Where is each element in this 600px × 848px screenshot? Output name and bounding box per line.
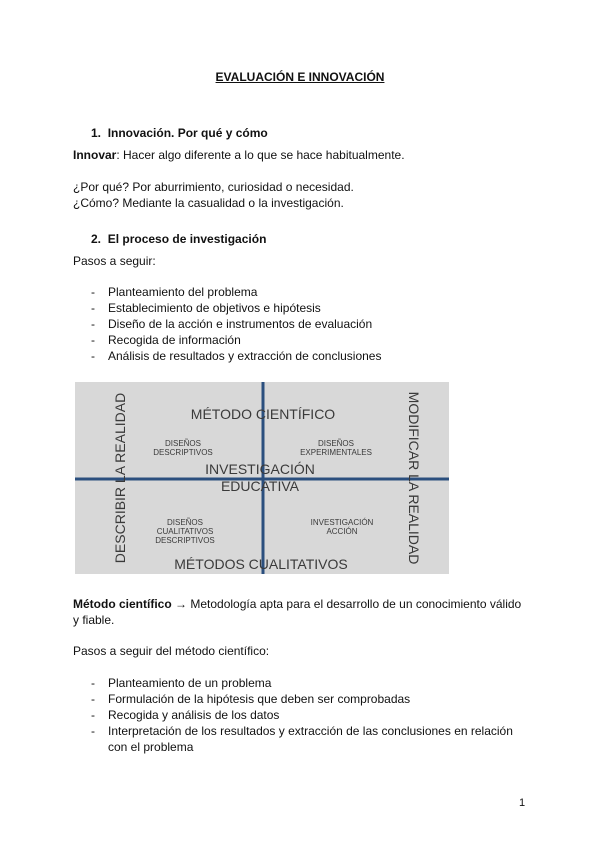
q1-line-2: DESCRIPTIVOS (153, 448, 213, 457)
metodo-steps-list (91, 675, 513, 755)
innovar-text: : Hacer algo diferente a lo que se hace habitualmente. (116, 148, 405, 162)
list-item: - Establecimiento de objetivos e hipótesis (91, 301, 321, 315)
how-line: ¿Cómo? Mediante la casualidad o la investigación. (73, 196, 344, 210)
list-item: - Formulación de la hipótesis que deben ser comprobadas (91, 692, 411, 706)
list-item: - Recogida de información (91, 333, 241, 347)
dash-bullet: - (91, 349, 95, 363)
section-1-heading (91, 126, 268, 140)
section-2-number: 2. (91, 232, 102, 246)
arrow-symbol: → (175, 597, 188, 611)
section-2-heading (91, 232, 266, 246)
q2-line-1: DISEÑOS (317, 439, 355, 448)
section-1-title: Innovación. Por qué y cómo (107, 126, 268, 140)
section-2-intro: Pasos a seguir: (73, 254, 156, 268)
label-investigacion: INVESTIGACIÓN (205, 461, 315, 477)
dash-bullet: - (91, 676, 95, 690)
q1-line-1: DISEÑOS (164, 439, 202, 448)
list-item: - Recogida y análisis de los datos (91, 708, 280, 722)
metodo-term: Método científico (73, 597, 172, 611)
list-item: - Planteamiento del problema (91, 285, 258, 299)
list-item-continuation: con el problema (108, 740, 194, 754)
metodo-intro: Pasos a seguir del método científico: (73, 644, 270, 658)
dash-bullet: - (91, 724, 95, 738)
innovar-definition (73, 147, 405, 163)
q3-line-3: DESCRIPTIVOS (155, 536, 215, 545)
quadrant-svg (75, 382, 449, 574)
q4-line-2: ACCIÓN (326, 527, 358, 536)
innovar-term: Innovar (73, 148, 117, 162)
dash-bullet: - (91, 333, 95, 347)
why-line: ¿Por qué? Por aburrimiento, curiosidad o necesidad. (73, 180, 354, 194)
q2-line-2: EXPERIMENTALES (300, 448, 372, 457)
label-metodos-cualitativos: MÉTODOS CUALITATIVOS (174, 556, 348, 572)
list-item: - Análisis de resultados y extracción de conclusiones (91, 349, 382, 363)
section-1-number: 1. (91, 126, 102, 140)
dash-bullet: - (91, 301, 95, 315)
metodo-definition (73, 596, 521, 612)
list-item: - Diseño de la acción e instrumentos de evaluación (91, 317, 373, 331)
metodo-text: Metodología apta para el desarrollo de un conocimiento válido (187, 597, 522, 611)
section-2-title: El proceso de investigación (107, 232, 267, 246)
dash-bullet: - (91, 285, 95, 299)
label-describir-realidad: DESCRIBIR LA REALIDAD (112, 392, 128, 564)
document-title: EVALUACIÓN E INNOVACIÓN (215, 70, 385, 84)
research-steps-list (91, 284, 381, 364)
list-item: - Planteamiento de un problema (91, 676, 272, 690)
label-educativa: EDUCATIVA (220, 478, 300, 494)
dash-bullet: - (91, 708, 95, 722)
dash-bullet: - (91, 317, 95, 331)
q3-line-1: DISEÑOS (166, 518, 204, 527)
q3-line-2: CUALITATIVOS (156, 527, 214, 536)
page-number: 1 (519, 797, 526, 809)
label-metodo-cientifico: MÉTODO CIENTÍFICO (190, 406, 336, 422)
research-quadrant-diagram (75, 382, 449, 574)
metodo-definition-cont: y fiable. (73, 613, 115, 627)
dash-bullet: - (91, 692, 95, 706)
q4-line-1: INVESTIGACIÓN (310, 518, 374, 527)
list-item: - Interpretación de los resultados y extracción de las conclusiones en relación (91, 724, 513, 738)
label-modificar-realidad: MODIFICAR LA REALIDAD (406, 391, 422, 565)
